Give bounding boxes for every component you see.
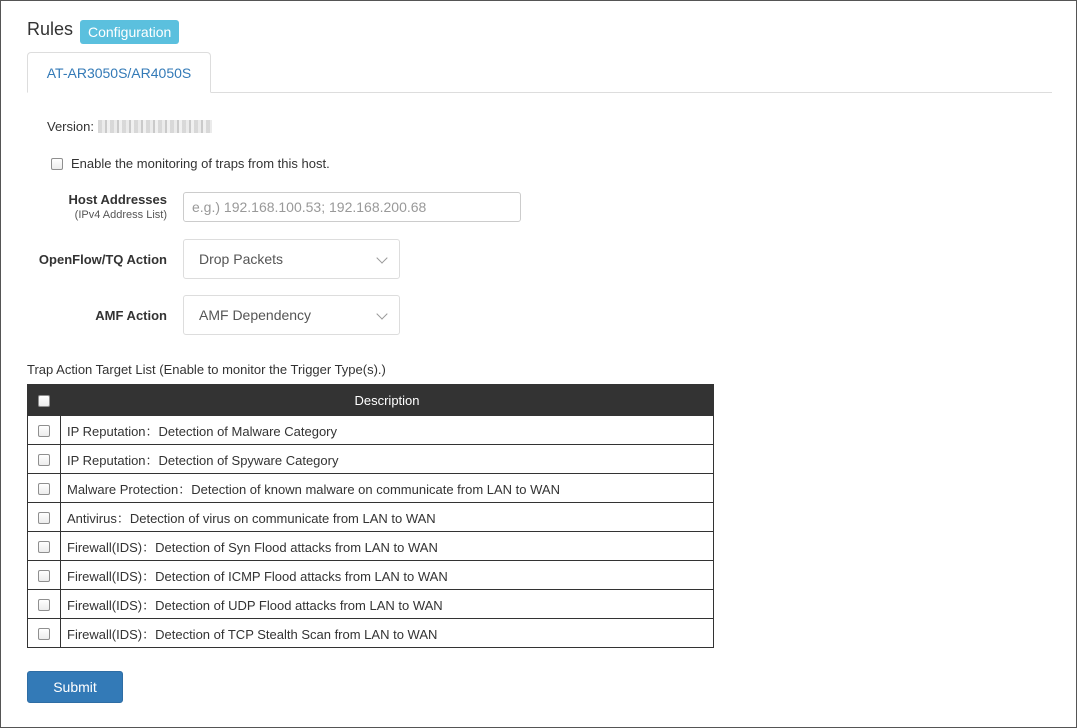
- row-description: Firewall(IDS)：Detection of Syn Flood attacks from LAN to WAN: [61, 532, 714, 561]
- version-label: Version:: [47, 119, 94, 134]
- enable-monitoring-label: Enable the monitoring of traps from this host.: [71, 156, 330, 171]
- row-description: Firewall(IDS)：Detection of UDP Flood attacks from LAN to WAN: [61, 590, 714, 619]
- amf-action-select[interactable]: [183, 295, 400, 335]
- host-addresses-label: Host Addresses: [68, 192, 167, 207]
- row-description: Firewall(IDS)：Detection of TCP Stealth Scan from LAN to WAN: [61, 619, 714, 648]
- trap-action-target-table: [27, 384, 714, 648]
- row-checkbox[interactable]: [38, 454, 50, 466]
- row-checkbox[interactable]: [38, 483, 50, 495]
- row-description: Malware Protection：Detection of known malware on communicate from LAN to WAN: [61, 474, 714, 503]
- row-description: Firewall(IDS)：Detection of ICMP Flood attacks from LAN to WAN: [61, 561, 714, 590]
- target-list-caption: Trap Action Target List (Enable to monitor the Trigger Type(s).): [27, 362, 386, 377]
- table-row: [28, 532, 714, 561]
- host-addresses-sublabel: (IPv4 Address List): [74, 209, 167, 221]
- row-description: IP Reputation：Detection of Spyware Category: [61, 445, 714, 474]
- configuration-badge: Configuration: [80, 20, 179, 44]
- select-all-checkbox[interactable]: [38, 395, 50, 407]
- submit-button[interactable]: Submit: [27, 671, 123, 703]
- description-column-header: Description: [61, 385, 714, 416]
- row-description: Antivirus：Detection of virus on communicate from LAN to WAN: [61, 503, 714, 532]
- version-redacted-value: [98, 120, 212, 133]
- table-row: [28, 416, 714, 445]
- row-checkbox[interactable]: [38, 570, 50, 582]
- select-all-cell: [28, 385, 61, 416]
- enable-monitoring-row: [51, 156, 330, 171]
- host-addresses-input[interactable]: [183, 192, 521, 222]
- tab-bar: [27, 52, 1052, 93]
- amf-action-label: AMF Action: [95, 308, 167, 323]
- chevron-down-icon: [376, 308, 387, 319]
- table-row: [28, 590, 714, 619]
- table-row: [28, 503, 714, 532]
- row-checkbox[interactable]: [38, 599, 50, 611]
- chevron-down-icon: [376, 252, 387, 263]
- table-row: [28, 445, 714, 474]
- row-checkbox[interactable]: [38, 541, 50, 553]
- table-header-row: [28, 385, 714, 416]
- tab-at-ar3050s-ar4050s[interactable]: AT-AR3050S/AR4050S: [27, 52, 211, 93]
- table-row: [28, 474, 714, 503]
- table-row: [28, 619, 714, 648]
- row-checkbox[interactable]: [38, 512, 50, 524]
- openflow-action-label: OpenFlow/TQ Action: [38, 252, 167, 267]
- row-description: IP Reputation：Detection of Malware Category: [61, 416, 714, 445]
- row-checkbox[interactable]: [38, 425, 50, 437]
- table-row: [28, 561, 714, 590]
- version-row: [47, 119, 212, 134]
- page-title: Rules: [27, 19, 74, 39]
- amf-action-selected: AMF Dependency: [199, 307, 312, 323]
- openflow-action-select[interactable]: [183, 239, 400, 279]
- row-checkbox[interactable]: [38, 628, 50, 640]
- enable-monitoring-checkbox[interactable]: [51, 158, 63, 170]
- openflow-action-selected: Drop Packets: [199, 251, 284, 267]
